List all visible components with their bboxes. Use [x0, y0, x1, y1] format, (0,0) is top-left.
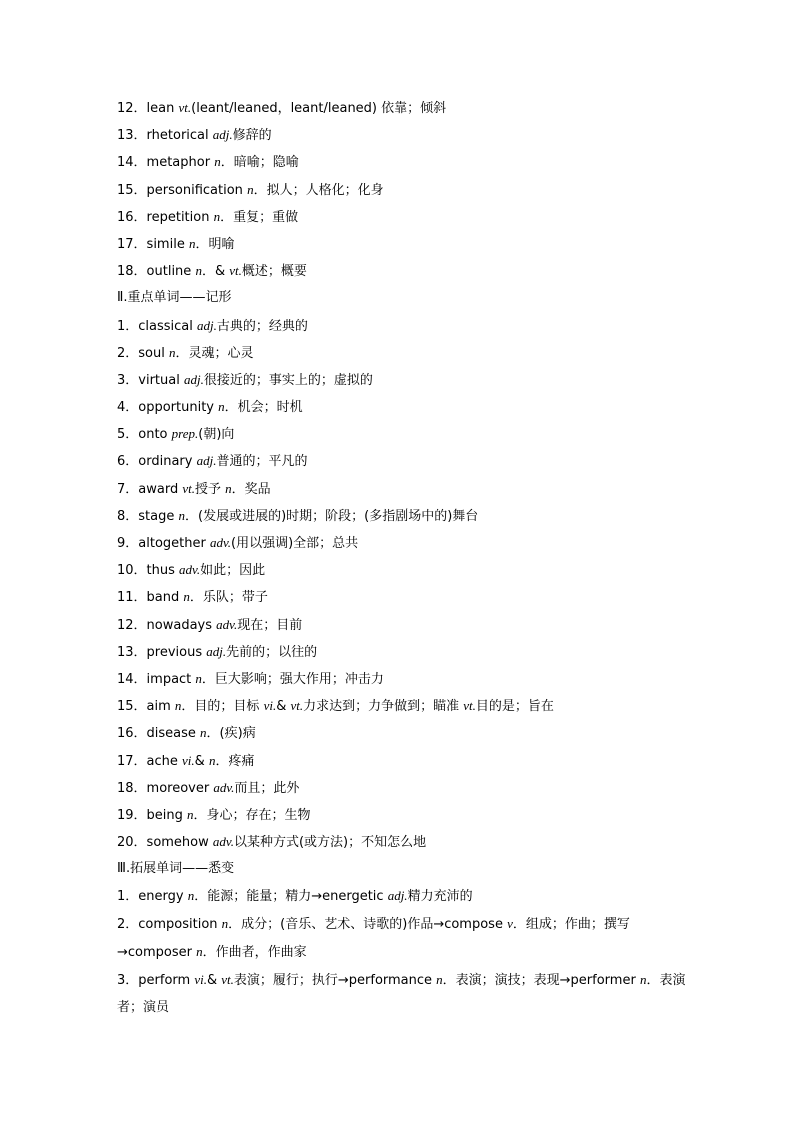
entry-text: ．作曲者，作曲家 — [202, 944, 307, 960]
entry-text: 1．energy — [117, 889, 188, 905]
part-of-speech: n — [218, 399, 225, 415]
part-of-speech: n — [214, 154, 221, 170]
part-of-speech: n — [174, 698, 182, 714]
vocab-entry — [117, 583, 687, 610]
vocab-entry — [117, 420, 687, 447]
part-of-speech: prep. — [171, 426, 199, 442]
entry-text: ．奖品 — [231, 481, 271, 497]
entry-text: 而且；此外 — [234, 780, 300, 796]
vocab-entry — [117, 529, 687, 556]
entry-text: ．& — [201, 264, 230, 280]
vocab-entry — [117, 312, 687, 339]
entry-text: & — [194, 753, 209, 769]
entry-text: ．组成；作曲；撰写→composer — [117, 916, 630, 960]
entry-text: 先前的；以往的 — [226, 644, 318, 660]
entry-text: 6．ordinary — [117, 454, 197, 470]
vocab-entry — [117, 203, 687, 230]
entry-text: 普通的；平凡的 — [216, 454, 308, 470]
part-of-speech: n — [213, 208, 221, 224]
vocab-entry — [117, 692, 687, 719]
part-of-speech: adj. — [197, 317, 217, 333]
entry-text: ．能源；能量；精力→energetic — [194, 889, 388, 905]
entry-text: 如此；因此 — [200, 563, 266, 579]
entry-text: 授予 — [194, 481, 226, 497]
vocabulary-page — [117, 94, 687, 1021]
entry-text: 11．band — [117, 590, 184, 606]
part-of-speech: n — [195, 263, 202, 279]
part-of-speech: adj. — [196, 453, 217, 469]
part-of-speech: adj. — [183, 371, 204, 387]
part-of-speech: n — [225, 480, 232, 496]
vocab-entry — [117, 556, 687, 583]
vocab-entry — [117, 801, 687, 828]
vocab-entry — [117, 148, 687, 175]
part-of-speech: n — [183, 589, 190, 605]
vocab-entry — [117, 257, 687, 284]
part-of-speech: n — [178, 507, 185, 523]
vocab-entry — [117, 774, 687, 801]
entry-text: ．机会；时机 — [224, 400, 303, 416]
entry-text: 修辞的 — [232, 128, 272, 144]
part-of-speech: n — [200, 725, 207, 741]
entry-text: 13．previous — [117, 644, 207, 660]
entry-text: ．明喻 — [195, 236, 235, 252]
vocab-entry — [117, 121, 687, 148]
entry-text: (朝)向 — [198, 427, 235, 443]
entry-text: ．身心；存在；生物 — [193, 807, 311, 823]
vocab-entry — [117, 882, 687, 909]
entry-text: ．疼痛 — [215, 753, 255, 769]
entry-text: & — [206, 973, 222, 989]
entry-text: 7．award — [117, 481, 183, 497]
entry-text: Ⅱ.重点单词——记形 — [117, 290, 232, 306]
vocab-entry — [117, 611, 687, 638]
section-heading — [117, 855, 687, 882]
part-of-speech: n — [639, 972, 647, 988]
part-of-speech: adv. — [179, 562, 201, 578]
entry-text: 17．simile — [117, 236, 189, 252]
part-of-speech: adv. — [212, 834, 234, 850]
entry-text: ．拟人；人格化；化身 — [253, 182, 384, 198]
entry-text: 10．thus — [117, 563, 180, 579]
entry-text: ．灵魂；心灵 — [175, 345, 254, 361]
part-of-speech: n — [208, 752, 216, 768]
entry-text: 2．composition — [117, 916, 222, 932]
entry-text: 现在；目前 — [237, 617, 303, 633]
entry-text: ．(疾)病 — [206, 726, 256, 742]
entry-text: ．目的；目标 — [181, 699, 264, 715]
part-of-speech: adv. — [209, 535, 232, 550]
part-of-speech: vi. — [263, 698, 277, 714]
entry-text: ．巨大影响；强大作用；冲击力 — [201, 671, 384, 687]
entry-text: 18．moreover — [117, 780, 214, 796]
entry-text: 以某种方式(或方法)；不知怎么地 — [233, 835, 427, 851]
vocab-entry — [117, 910, 687, 966]
entry-text: 15．aim — [117, 699, 175, 715]
entry-text: 12．nowadays — [117, 617, 217, 633]
entry-text: 16．disease — [117, 726, 201, 742]
entry-text: 古典的；经典的 — [216, 318, 308, 334]
entry-text: ．(发展或进展的)时期；阶段；(多指剧场中的)舞台 — [185, 508, 479, 524]
part-of-speech: adj. — [212, 127, 233, 143]
vocab-entry — [117, 230, 687, 257]
vocab-entry — [117, 447, 687, 474]
vocab-entry — [117, 747, 687, 774]
entry-text: ．乐队；带子 — [189, 590, 268, 606]
vocab-entry — [117, 94, 687, 121]
entry-text: ．表演者；演员 — [117, 973, 686, 1016]
entry-text: 14．impact — [117, 671, 196, 687]
entry-text: 1．classical — [117, 318, 198, 334]
entry-text: 精力充沛的 — [407, 889, 473, 905]
entry-text: 目的是；旨在 — [475, 699, 554, 715]
part-of-speech: n — [168, 344, 176, 360]
entry-text: Ⅲ.拓展单词——悉变 — [117, 861, 235, 877]
entry-text: 表演；履行；执行→performance — [233, 973, 437, 989]
section-heading — [117, 284, 687, 311]
part-of-speech: n — [187, 806, 194, 822]
entry-text: ．成分；(音乐、艺术、诗歌的)作品→compose — [228, 916, 508, 932]
part-of-speech: vt. — [178, 100, 192, 115]
part-of-speech: vt. — [229, 263, 242, 279]
entry-text: 9．altogether — [117, 536, 210, 551]
part-of-speech: adv. — [216, 616, 238, 632]
part-of-speech: n — [187, 888, 195, 904]
entry-text: 12．lean — [117, 101, 179, 116]
vocab-entry — [117, 966, 687, 1021]
entry-text: (leant/leaned，leant/leaned) 依靠；倾斜 — [191, 101, 447, 116]
part-of-speech: n — [195, 670, 202, 686]
part-of-speech: vi. — [194, 972, 207, 988]
entry-text: 很接近的；事实上的；虚拟的 — [203, 372, 373, 388]
vocab-entry — [117, 393, 687, 420]
entry-text: 8．stage — [117, 508, 179, 524]
entry-text: 20．somehow — [117, 835, 213, 851]
vocab-entry — [117, 719, 687, 746]
vocab-entry — [117, 366, 687, 393]
entry-text: ．重复；重做 — [220, 209, 299, 225]
entry-text: 18．outline — [117, 264, 196, 280]
entry-text: & — [276, 699, 291, 715]
vocab-entry — [117, 176, 687, 203]
part-of-speech: adj. — [206, 643, 227, 659]
entry-text: (用以强调)全部；总共 — [231, 536, 359, 551]
vocab-entry — [117, 638, 687, 665]
vocab-entry — [117, 475, 687, 502]
entry-text: 概述；概要 — [241, 264, 307, 280]
entry-text: 3．virtual — [117, 372, 184, 388]
part-of-speech: adj. — [387, 888, 408, 904]
part-of-speech: vt. — [182, 480, 195, 496]
entry-text: 2．soul — [117, 345, 169, 361]
part-of-speech: n — [188, 235, 196, 251]
part-of-speech: n — [196, 943, 203, 959]
part-of-speech: vt. — [290, 698, 304, 714]
vocab-entry — [117, 828, 687, 855]
entry-text: ．暗喻；隐喻 — [220, 155, 299, 171]
entry-text: 3．perform — [117, 973, 195, 989]
part-of-speech: vt. — [221, 972, 234, 988]
vocab-entry — [117, 502, 687, 529]
vocab-entry — [117, 665, 687, 692]
part-of-speech: n — [436, 972, 443, 988]
part-of-speech: n — [221, 915, 229, 931]
part-of-speech: v — [507, 915, 513, 931]
part-of-speech: n — [247, 181, 254, 197]
entry-text: 15．personification — [117, 182, 248, 198]
entry-text: 14．metaphor — [117, 155, 215, 171]
entry-text: 13．rhetorical — [117, 128, 213, 144]
entry-text: 力求达到；力争做到；瞄准 — [303, 699, 464, 715]
part-of-speech: adv. — [213, 779, 235, 795]
entry-text: 4．opportunity — [117, 400, 219, 416]
entry-text: ．表演；演技；表现→performer — [442, 973, 640, 989]
entry-text: 16．repetition — [117, 209, 214, 225]
entry-text: 5．onto — [117, 427, 172, 443]
part-of-speech: vt. — [463, 698, 476, 714]
entry-text: 17．ache — [117, 753, 183, 769]
vocab-entry — [117, 339, 687, 366]
entry-text: 19．being — [117, 807, 188, 823]
part-of-speech: vi. — [182, 752, 195, 768]
